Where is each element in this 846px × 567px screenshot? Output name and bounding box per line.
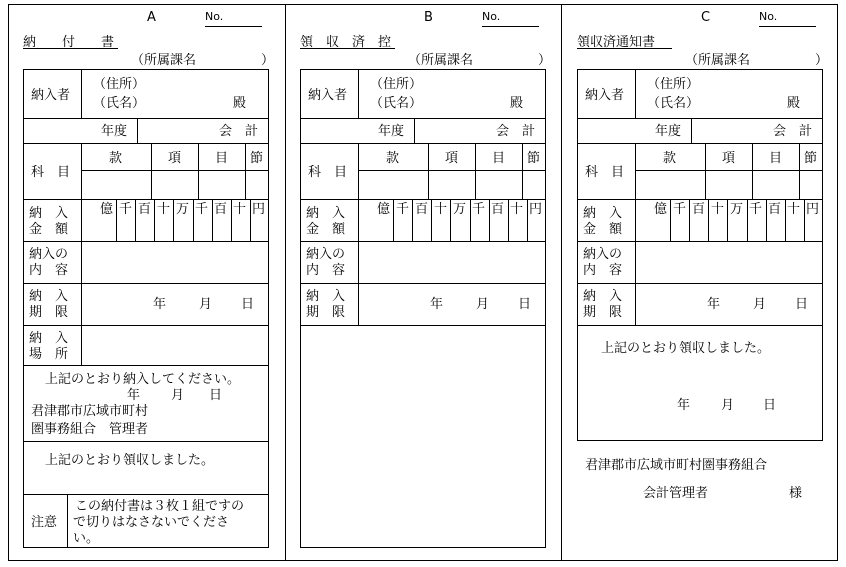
place-label: 納 入	[29, 331, 69, 346]
address-label: （住所）	[93, 77, 146, 92]
label-divider	[358, 283, 359, 325]
note-text: で切りはなさないでくださ	[73, 515, 230, 530]
digit-divider	[173, 199, 174, 241]
subject-column-header: 款	[109, 151, 123, 166]
date-day-label: 日	[241, 297, 255, 312]
fiscal-year-divider	[137, 118, 138, 143]
digit-divider	[393, 199, 394, 241]
digit-unit-label: 円	[806, 202, 820, 217]
copy-letter: C	[701, 10, 711, 25]
rule-line	[300, 241, 546, 242]
amount-label: 納 入	[29, 206, 69, 221]
account-label: 会 計	[496, 124, 536, 139]
rule-line	[23, 325, 269, 326]
digit-unit-label: 千	[195, 202, 209, 217]
content-label: 納入の	[583, 247, 623, 262]
fiscal-year-label: 年度	[378, 124, 405, 139]
subject-header-line	[635, 170, 823, 171]
rule-line	[23, 365, 269, 366]
rule-line	[300, 283, 546, 284]
subject-column-header: 款	[386, 151, 400, 166]
digit-unit-label: 十	[510, 202, 524, 217]
digit-unit-label: 百	[415, 202, 429, 217]
rule-line	[300, 143, 546, 144]
digit-unit-label: 百	[214, 202, 228, 217]
digit-divider	[670, 199, 671, 241]
subject-column-header: 項	[722, 151, 736, 166]
payer-label: 納入者	[31, 88, 71, 103]
label-divider	[81, 241, 82, 283]
subject-column-header: 項	[445, 151, 459, 166]
digit-unit-label: 千	[119, 202, 133, 217]
column-separator	[561, 4, 562, 561]
digit-unit-label: 百	[768, 202, 782, 217]
copy-letter: B	[424, 10, 433, 25]
digit-divider	[527, 199, 528, 241]
digit-divider	[785, 199, 786, 241]
label-divider	[81, 199, 82, 241]
digit-unit-label: 千	[472, 202, 486, 217]
date-month-label: 月	[476, 297, 490, 312]
date-month-label: 月	[721, 398, 735, 413]
rule-line	[23, 494, 269, 495]
issuer-text: 君津郡市広域市町村	[31, 404, 149, 419]
digit-divider	[708, 199, 709, 241]
subject-column-header: 目	[492, 151, 506, 166]
name-label: （氏名）	[647, 96, 700, 111]
content-label: 納入の	[29, 247, 69, 262]
digit-unit-label: 円	[252, 202, 266, 217]
date-year-label: 年	[430, 297, 444, 312]
fiscal-year-label: 年度	[101, 124, 128, 139]
label-divider	[635, 241, 636, 283]
accountant-label: 会計管理者	[643, 486, 709, 501]
date-day-label: 日	[518, 297, 532, 312]
date-year-label: 年	[153, 297, 167, 312]
digit-divider	[489, 199, 490, 241]
content-label: 内 容	[306, 263, 346, 278]
digit-unit-label: 百	[491, 202, 505, 217]
digit-divider	[689, 199, 690, 241]
rule-line	[577, 199, 823, 200]
digit-divider	[431, 199, 432, 241]
address-label: （住所）	[647, 77, 700, 92]
copy-letter: A	[147, 10, 156, 25]
note-label: 注意	[31, 515, 58, 530]
digit-unit-label: 万	[176, 202, 190, 217]
subject-column-divider	[198, 143, 199, 199]
label-divider	[635, 69, 636, 118]
digit-unit-label: 千	[673, 202, 687, 217]
label-divider	[635, 199, 636, 241]
name-label: （氏名）	[93, 96, 146, 111]
payer-label: 納入者	[308, 88, 348, 103]
label-divider	[358, 241, 359, 283]
rule-line	[300, 118, 546, 119]
content-label: 納入の	[306, 247, 346, 262]
content-label: 内 容	[29, 263, 69, 278]
date-year-label: 年	[127, 388, 141, 403]
subject-column-header: 目	[769, 151, 783, 166]
number-underline	[759, 26, 816, 27]
rule-line	[577, 241, 823, 242]
rule-line	[577, 143, 823, 144]
address-label: （住所）	[370, 77, 423, 92]
digit-unit-label: 万	[730, 202, 744, 217]
honorific-label: 殿	[510, 96, 524, 111]
digit-divider	[212, 199, 213, 241]
subject-label: 科 目	[31, 165, 71, 180]
date-month-label: 月	[753, 297, 767, 312]
digit-unit-label: 億	[100, 202, 114, 217]
fiscal-year-divider	[414, 118, 415, 143]
subject-column-header: 項	[168, 151, 182, 166]
subject-column-header: 款	[663, 151, 677, 166]
issuer-text: 君津郡市広域市町村圏事務組合	[585, 458, 768, 473]
number-label: No.	[482, 10, 501, 23]
deadline-label: 納 入	[29, 289, 69, 304]
subject-column-divider	[752, 143, 753, 199]
digit-unit-label: 百	[692, 202, 706, 217]
digit-divider	[135, 199, 136, 241]
digit-unit-label: 十	[787, 202, 801, 217]
fiscal-year-label: 年度	[655, 124, 682, 139]
digit-divider	[412, 199, 413, 241]
date-day-label: 日	[209, 388, 223, 403]
label-divider	[358, 69, 359, 118]
digit-divider	[116, 199, 117, 241]
content-label: 内 容	[583, 263, 623, 278]
digit-unit-label: 千	[396, 202, 410, 217]
date-month-label: 月	[199, 297, 213, 312]
subject-label: 科 目	[308, 165, 348, 180]
subject-column-header: 目	[215, 151, 229, 166]
subject-label: 科 目	[585, 165, 625, 180]
subject-column-header: 節	[250, 151, 264, 166]
form-title: 領収済通知書	[577, 35, 656, 50]
rule-line	[577, 325, 823, 326]
digit-divider	[193, 199, 194, 241]
subject-column-divider	[428, 143, 429, 199]
amount-label: 金 額	[583, 222, 623, 237]
date-day-label: 日	[795, 297, 809, 312]
amount-label: 金 額	[29, 222, 69, 237]
digit-unit-label: 千	[749, 202, 763, 217]
digit-unit-label: 万	[453, 202, 467, 217]
number-underline	[482, 26, 539, 27]
amount-label: 納 入	[306, 206, 346, 221]
digit-divider	[470, 199, 471, 241]
column-separator	[285, 4, 286, 561]
department-label: （所属課名 ）	[408, 53, 552, 68]
fiscal-year-divider	[691, 118, 692, 143]
request-text: 上記のとおり納入してください。	[45, 372, 241, 387]
digit-unit-label: 十	[157, 202, 171, 217]
rule-line	[23, 241, 269, 242]
digit-divider	[231, 199, 232, 241]
payer-label: 納入者	[585, 88, 625, 103]
rule-line	[23, 199, 269, 200]
subject-column-header: 節	[804, 151, 818, 166]
subject-column-divider	[705, 143, 706, 199]
label-divider	[358, 199, 359, 241]
deadline-label: 期 限	[306, 305, 346, 320]
account-label: 会 計	[773, 124, 813, 139]
rule-line	[300, 199, 546, 200]
label-divider	[81, 69, 82, 118]
note-text: い。	[73, 531, 100, 546]
digit-divider	[508, 199, 509, 241]
department-label: （所属課名 ）	[131, 53, 275, 68]
subject-column-divider	[522, 143, 523, 199]
digit-unit-label: 十	[233, 202, 247, 217]
number-label: No.	[759, 10, 778, 23]
date-year-label: 年	[677, 398, 691, 413]
note-divider	[67, 494, 68, 548]
title-underline	[23, 48, 118, 49]
amount-label: 納 入	[583, 206, 623, 221]
deadline-label: 期 限	[583, 305, 623, 320]
subject-column-header: 節	[527, 151, 541, 166]
number-underline	[205, 26, 262, 27]
digit-unit-label: 円	[529, 202, 543, 217]
rule-line	[577, 118, 823, 119]
rule-line	[23, 441, 269, 442]
subject-column-divider	[799, 143, 800, 199]
digit-unit-label: 億	[654, 202, 668, 217]
digit-divider	[747, 199, 748, 241]
rule-line	[300, 325, 546, 326]
amount-label: 金 額	[306, 222, 346, 237]
form-title: 納 付 書	[23, 35, 115, 50]
form-title: 領 収 済 控	[300, 35, 392, 50]
rule-line	[23, 143, 269, 144]
subject-header-line	[81, 170, 269, 171]
digit-divider	[766, 199, 767, 241]
place-label: 場 所	[29, 347, 69, 362]
title-underline	[300, 48, 395, 49]
rule-line	[577, 283, 823, 284]
rule-line	[23, 283, 269, 284]
department-label: （所属課名 ）	[685, 53, 829, 68]
label-divider	[81, 283, 82, 325]
deadline-label: 期 限	[29, 305, 69, 320]
label-divider	[81, 325, 82, 365]
label-divider	[635, 283, 636, 325]
digit-unit-label: 十	[711, 202, 725, 217]
deadline-label: 納 入	[306, 289, 346, 304]
number-label: No.	[205, 10, 224, 23]
date-year-label: 年	[707, 297, 721, 312]
deadline-label: 納 入	[583, 289, 623, 304]
digit-divider	[727, 199, 728, 241]
subject-column-divider	[151, 143, 152, 199]
subject-column-divider	[245, 143, 246, 199]
label-divider	[635, 143, 636, 199]
title-underline	[577, 48, 672, 49]
received-text: 上記のとおり領収しました。	[45, 453, 215, 468]
honorific-label: 殿	[233, 96, 247, 111]
label-divider	[358, 143, 359, 199]
rule-line	[23, 118, 269, 119]
digit-unit-label: 億	[377, 202, 391, 217]
date-month-label: 月	[171, 388, 185, 403]
digit-unit-label: 百	[138, 202, 152, 217]
digit-divider	[154, 199, 155, 241]
label-divider	[81, 143, 82, 199]
subject-header-line	[358, 170, 546, 171]
subject-column-divider	[475, 143, 476, 199]
note-text: この納付書は３枚１組ですの	[75, 499, 245, 514]
digit-divider	[804, 199, 805, 241]
digit-divider	[250, 199, 251, 241]
honorific-label: 様	[789, 486, 803, 501]
honorific-label: 殿	[787, 96, 801, 111]
received-text: 上記のとおり領収しました。	[601, 341, 771, 356]
digit-unit-label: 十	[434, 202, 448, 217]
name-label: （氏名）	[370, 96, 423, 111]
issuer-text: 圏事務組合 管理者	[31, 422, 149, 437]
date-day-label: 日	[763, 398, 777, 413]
digit-divider	[450, 199, 451, 241]
account-label: 会 計	[219, 124, 259, 139]
